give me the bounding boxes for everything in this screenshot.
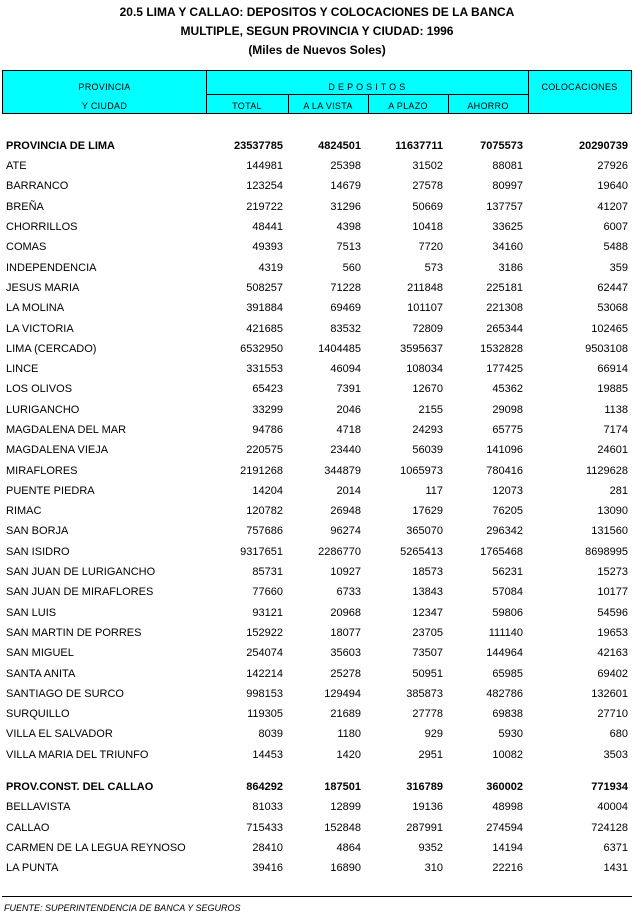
colocaciones-cell: 1138 xyxy=(604,403,628,416)
city-name: RIMAC xyxy=(6,505,42,518)
ahorro-cell: 141096 xyxy=(486,444,523,457)
total-cell: 715433 xyxy=(246,821,283,834)
ahorro-cell: 56231 xyxy=(492,566,523,579)
city-name: LA MOLINA xyxy=(6,302,65,315)
ahorro-cell: 482786 xyxy=(486,687,523,700)
city-name: VILLA MARIA DEL TRIUNFO xyxy=(6,748,149,761)
a-plazo-cell: 2951 xyxy=(418,748,443,761)
a-plazo-cell: 72809 xyxy=(412,322,443,335)
a-plazo-cell: 9352 xyxy=(418,841,443,854)
table-row xyxy=(2,542,632,562)
ahorro-cell: 7075573 xyxy=(480,140,523,152)
table-row xyxy=(2,663,632,683)
a-plazo-cell: 56039 xyxy=(412,444,443,457)
ahorro-cell: 14194 xyxy=(492,841,523,854)
table-row xyxy=(2,623,632,643)
table-title: 20.5 LIMA Y CALLAO: DEPOSITOS Y COLOCACIONES DE LA BANCA xyxy=(119,5,515,19)
colocaciones-cell: 27710 xyxy=(597,708,628,721)
table-row xyxy=(2,278,632,298)
colocaciones-cell: 8698995 xyxy=(585,545,628,558)
colocaciones-cell: 724128 xyxy=(591,821,628,834)
a-plazo-cell: 365070 xyxy=(406,525,443,538)
header-ahorro: AHORRO xyxy=(467,101,509,111)
total-cell: 28410 xyxy=(252,841,283,854)
a-plazo-cell: 3595637 xyxy=(400,342,443,355)
city-name: LA VICTORIA xyxy=(6,322,74,335)
ahorro-cell: 111140 xyxy=(488,626,523,639)
header-ciudad: Y CIUDAD xyxy=(81,101,128,111)
table-row xyxy=(2,318,632,338)
a-la-vista-cell: 25398 xyxy=(330,160,361,173)
city-name: SANTIAGO DE SURCO xyxy=(6,687,124,700)
colocaciones-cell: 771934 xyxy=(591,781,628,794)
table-row xyxy=(2,643,632,663)
ahorro-cell: 48998 xyxy=(492,801,523,814)
total-cell: 391884 xyxy=(246,302,283,315)
a-la-vista-cell: 1404485 xyxy=(318,342,361,355)
ahorro-cell: 22216 xyxy=(492,862,523,875)
a-plazo-cell: 23705 xyxy=(412,626,443,639)
colocaciones-cell: 7174 xyxy=(603,424,628,436)
total-cell: 331553 xyxy=(246,363,283,376)
a-plazo-cell: 1065973 xyxy=(400,464,443,477)
colocaciones-cell: 27926 xyxy=(597,160,628,173)
ahorro-cell: 360002 xyxy=(486,781,523,794)
city-name: MIRAFLORES xyxy=(6,464,78,477)
total-cell: 9317651 xyxy=(240,545,283,558)
a-la-vista-cell: 560 xyxy=(342,261,361,274)
total-cell: 39416 xyxy=(252,862,283,875)
ahorro-cell: 225181 xyxy=(486,281,523,294)
total-cell: 65423 xyxy=(252,383,283,396)
colocaciones-cell: 66914 xyxy=(597,363,628,376)
a-la-vista-cell: 21689 xyxy=(330,708,361,721)
table-row xyxy=(2,359,632,379)
table-row xyxy=(2,521,632,541)
ahorro-cell: 1532828 xyxy=(480,342,523,355)
total-cell: 421685 xyxy=(246,322,283,335)
total-cell: 757686 xyxy=(246,525,283,538)
city-name: COMAS xyxy=(6,241,47,254)
a-la-vista-cell: 7513 xyxy=(336,241,361,254)
a-la-vista-cell: 187501 xyxy=(324,781,361,794)
total-cell: 85731 xyxy=(252,566,283,579)
ahorro-cell: 12073 xyxy=(492,484,523,497)
table-row xyxy=(2,156,632,176)
colocaciones-cell: 359 xyxy=(609,261,628,274)
colocaciones-cell: 281 xyxy=(609,484,628,497)
ahorro-cell: 45362 xyxy=(492,383,523,396)
ahorro-cell: 69838 xyxy=(492,708,523,721)
section-total-row xyxy=(2,136,632,156)
colocaciones-cell: 1129628 xyxy=(585,464,628,477)
a-plazo-cell: 18573 xyxy=(412,566,443,579)
ahorro-cell: 34160 xyxy=(492,241,523,254)
colocaciones-cell: 9503108 xyxy=(585,342,628,355)
a-plazo-cell: 73507 xyxy=(412,647,443,660)
city-name: BARRANCO xyxy=(6,180,69,193)
total-cell: 49393 xyxy=(252,241,283,254)
data-table xyxy=(2,136,632,878)
total-cell: 81033 xyxy=(252,801,283,814)
ahorro-cell: 10082 xyxy=(492,748,523,761)
ahorro-cell: 144964 xyxy=(486,647,523,660)
table-row xyxy=(2,704,632,724)
table-row xyxy=(2,298,632,318)
a-la-vista-cell: 26948 xyxy=(330,505,361,518)
a-la-vista-cell: 18077 xyxy=(330,626,361,639)
table-row xyxy=(2,684,632,704)
footer-rule xyxy=(2,896,632,897)
a-plazo-cell: 10418 xyxy=(412,221,443,234)
table-row xyxy=(2,176,632,196)
table-row xyxy=(2,745,632,765)
a-la-vista-cell: 2286770 xyxy=(318,545,361,558)
total-cell: 8039 xyxy=(258,728,283,741)
colocaciones-cell: 42163 xyxy=(597,647,628,660)
a-la-vista-cell: 23440 xyxy=(330,444,361,457)
a-la-vista-cell: 31296 xyxy=(330,200,361,213)
total-cell: 219722 xyxy=(246,200,283,213)
total-cell: 508257 xyxy=(246,281,283,294)
total-cell: 998153 xyxy=(246,687,283,700)
city-name: INDEPENDENCIA xyxy=(6,261,97,274)
a-plazo-cell: 310 xyxy=(424,862,443,875)
a-la-vista-cell: 4824501 xyxy=(318,140,361,152)
ahorro-cell: 88081 xyxy=(492,160,523,173)
header-total: TOTAL xyxy=(232,101,262,111)
colocaciones-cell: 69402 xyxy=(597,667,628,680)
a-plazo-cell: 287991 xyxy=(406,821,443,834)
total-cell: 254074 xyxy=(246,647,283,660)
a-la-vista-cell: 25278 xyxy=(330,667,361,680)
city-name: LURIGANCHO xyxy=(6,403,80,416)
a-la-vista-cell: 35603 xyxy=(330,647,361,660)
a-plazo-cell: 7720 xyxy=(418,241,443,254)
total-cell: 152922 xyxy=(246,626,283,639)
a-plazo-cell: 316789 xyxy=(406,781,443,794)
table-row xyxy=(2,838,632,858)
total-cell: 864292 xyxy=(246,781,283,794)
colocaciones-cell: 40004 xyxy=(597,801,628,814)
ahorro-cell: 33625 xyxy=(492,221,523,234)
table-units: (Miles de Nuevos Soles) xyxy=(248,43,386,57)
a-la-vista-cell: 20968 xyxy=(330,606,361,619)
table-subtitle: MULTIPLE, SEGUN PROVINCIA Y CIUDAD: 1996 xyxy=(180,24,454,38)
a-la-vista-cell: 1180 xyxy=(337,728,361,741)
a-plazo-cell: 117 xyxy=(425,484,443,497)
a-plazo-cell: 101107 xyxy=(407,302,443,315)
a-plazo-cell: 5265413 xyxy=(400,545,443,558)
section-name: PROVINCIA DE LIMA xyxy=(6,140,115,152)
colocaciones-cell: 19885 xyxy=(597,383,628,396)
a-la-vista-cell: 7391 xyxy=(336,383,361,396)
colocaciones-cell: 132601 xyxy=(591,687,628,700)
colocaciones-cell: 13090 xyxy=(597,505,628,518)
a-la-vista-cell: 2014 xyxy=(336,484,361,497)
colocaciones-cell: 6371 xyxy=(603,841,628,854)
a-plazo-cell: 12347 xyxy=(412,606,443,619)
colocaciones-cell: 20290739 xyxy=(579,140,628,152)
table-row xyxy=(2,562,632,582)
a-la-vista-cell: 69469 xyxy=(330,302,361,315)
table-row xyxy=(2,582,632,602)
total-cell: 14453 xyxy=(252,748,283,761)
city-name: PUENTE PIEDRA xyxy=(6,484,95,497)
total-cell: 220575 xyxy=(246,444,283,457)
a-plazo-cell: 13843 xyxy=(412,586,443,599)
table-row xyxy=(2,257,632,277)
colocaciones-cell: 6007 xyxy=(603,221,628,234)
city-name: SAN MARTIN DE PORRES xyxy=(6,626,142,639)
city-name: CALLAO xyxy=(6,821,50,834)
a-plazo-cell: 11637711 xyxy=(395,140,443,152)
colocaciones-cell: 41207 xyxy=(597,200,628,213)
ahorro-cell: 57084 xyxy=(492,586,523,599)
a-la-vista-cell: 71228 xyxy=(330,281,361,294)
total-cell: 120782 xyxy=(246,505,283,518)
total-cell: 4319 xyxy=(258,261,283,274)
total-cell: 123254 xyxy=(246,180,283,193)
ahorro-cell: 296342 xyxy=(486,525,523,538)
a-plazo-cell: 24293 xyxy=(412,424,443,436)
city-name: SAN LUIS xyxy=(6,606,57,619)
ahorro-cell: 137757 xyxy=(486,200,523,213)
a-plazo-cell: 12670 xyxy=(412,383,443,396)
city-name: VILLA EL SALVADOR xyxy=(6,728,113,741)
header-a-la-vista: A LA VISTA xyxy=(303,101,353,111)
city-name: MAGDALENA VIEJA xyxy=(6,444,109,457)
a-la-vista-cell: 1420 xyxy=(336,748,361,761)
colocaciones-cell: 131560 xyxy=(591,525,628,538)
a-plazo-cell: 31502 xyxy=(412,160,443,173)
city-name: MAGDALENA DEL MAR xyxy=(6,424,127,436)
ahorro-cell: 177425 xyxy=(486,363,523,376)
a-la-vista-cell: 152848 xyxy=(324,821,361,834)
total-cell: 94786 xyxy=(252,424,283,436)
city-name: SURQUILLO xyxy=(6,708,70,721)
a-plazo-cell: 50669 xyxy=(412,200,443,213)
table-row xyxy=(2,818,632,838)
city-name: LOS OLIVOS xyxy=(6,383,73,396)
colocaciones-cell: 5488 xyxy=(603,241,628,254)
total-cell: 93121 xyxy=(252,606,283,619)
ahorro-cell: 274594 xyxy=(486,821,523,834)
a-la-vista-cell: 6733 xyxy=(336,586,361,599)
total-cell: 33299 xyxy=(252,403,283,416)
header-colocaciones: COLOCACIONES xyxy=(541,82,618,92)
city-name: SAN ISIDRO xyxy=(6,545,70,558)
colocaciones-cell: 3503 xyxy=(603,748,628,761)
colocaciones-cell: 1431 xyxy=(603,862,628,875)
colocaciones-cell: 102465 xyxy=(591,322,628,335)
a-la-vista-cell: 10927 xyxy=(330,566,361,579)
a-la-vista-cell: 129494 xyxy=(324,687,361,700)
city-name: LA PUNTA xyxy=(6,862,59,875)
city-name: LIMA (CERCADO) xyxy=(6,342,97,355)
ahorro-cell: 5930 xyxy=(498,728,523,741)
table-row xyxy=(2,197,632,217)
table-row xyxy=(2,858,632,878)
colocaciones-cell: 53068 xyxy=(597,302,628,315)
a-la-vista-cell: 4398 xyxy=(336,221,361,234)
a-plazo-cell: 211848 xyxy=(407,281,443,294)
a-la-vista-cell: 46094 xyxy=(330,363,361,376)
a-plazo-cell: 929 xyxy=(424,728,443,741)
table-row xyxy=(2,603,632,623)
city-name: CHORRILLOS xyxy=(6,221,78,234)
ahorro-cell: 3186 xyxy=(498,261,523,274)
table-row xyxy=(2,339,632,359)
a-la-vista-cell: 2046 xyxy=(336,403,361,416)
table-row xyxy=(2,460,632,480)
colocaciones-cell: 19640 xyxy=(597,180,628,193)
a-plazo-cell: 108034 xyxy=(406,363,443,376)
ahorro-cell: 29098 xyxy=(492,403,523,416)
colocaciones-cell: 19653 xyxy=(597,626,628,639)
header-a-plazo: A PLAZO xyxy=(388,101,428,111)
colocaciones-cell: 10177 xyxy=(597,586,628,599)
city-name: SAN BORJA xyxy=(6,525,69,538)
city-name: BREÑA xyxy=(6,200,44,213)
ahorro-cell: 76205 xyxy=(492,505,523,518)
total-cell: 23537785 xyxy=(234,140,283,152)
a-la-vista-cell: 344879 xyxy=(324,464,361,477)
total-cell: 77660 xyxy=(252,586,283,599)
total-cell: 144981 xyxy=(246,160,283,173)
table-row xyxy=(2,379,632,399)
a-la-vista-cell: 16890 xyxy=(330,862,361,875)
table-row xyxy=(2,724,632,744)
city-name: CARMEN DE LA LEGUA REYNOSO xyxy=(6,841,186,854)
ahorro-cell: 80997 xyxy=(492,180,523,193)
header-provincia: PROVINCIA xyxy=(78,82,131,92)
ahorro-cell: 780416 xyxy=(486,464,523,477)
ahorro-cell: 59806 xyxy=(492,606,523,619)
a-plazo-cell: 27578 xyxy=(412,180,443,193)
table-row xyxy=(2,217,632,237)
a-plazo-cell: 27778 xyxy=(412,708,443,721)
header-depositos: D E P O S I T O S xyxy=(328,82,406,92)
colocaciones-cell: 24601 xyxy=(597,444,628,457)
a-la-vista-cell: 12899 xyxy=(330,801,361,814)
source-note: FUENTE: SUPERINTENDENCIA DE BANCA Y SEGUROS xyxy=(4,903,241,913)
city-name: SAN MIGUEL xyxy=(6,647,74,660)
a-plazo-cell: 50951 xyxy=(412,667,443,680)
table-row xyxy=(2,400,632,420)
table-row xyxy=(2,420,632,440)
total-cell: 14204 xyxy=(252,484,283,497)
city-name: SAN JUAN DE MIRAFLORES xyxy=(6,586,154,599)
a-la-vista-cell: 96274 xyxy=(330,525,361,538)
total-cell: 119305 xyxy=(247,708,283,721)
total-cell: 142214 xyxy=(246,667,283,680)
table-row xyxy=(2,237,632,257)
colocaciones-cell: 15273 xyxy=(597,566,628,579)
a-plazo-cell: 17629 xyxy=(412,505,443,518)
table-row xyxy=(2,501,632,521)
ahorro-cell: 65775 xyxy=(492,424,523,436)
colocaciones-cell: 680 xyxy=(609,728,628,741)
city-name: SAN JUAN DE LURIGANCHO xyxy=(6,566,156,579)
a-plazo-cell: 573 xyxy=(424,261,443,274)
table-row xyxy=(2,440,632,460)
a-plazo-cell: 19136 xyxy=(412,801,443,814)
section-name: PROV.CONST. DEL CALLAO xyxy=(6,781,154,794)
colocaciones-cell: 62447 xyxy=(597,281,628,294)
city-name: LINCE xyxy=(6,363,39,376)
a-la-vista-cell: 4864 xyxy=(336,841,361,854)
colocaciones-cell: 54596 xyxy=(597,606,628,619)
total-cell: 48441 xyxy=(252,221,283,234)
a-la-vista-cell: 4718 xyxy=(336,424,361,436)
ahorro-cell: 1765468 xyxy=(480,545,523,558)
table-row xyxy=(2,797,632,817)
section-total-row xyxy=(2,777,632,797)
a-la-vista-cell: 83532 xyxy=(330,322,361,335)
ahorro-cell: 65985 xyxy=(492,667,523,680)
city-name: JESUS MARIA xyxy=(6,281,80,294)
city-name: ATE xyxy=(6,160,27,173)
a-plazo-cell: 2155 xyxy=(418,403,443,416)
city-name: BELLAVISTA xyxy=(6,801,71,814)
a-plazo-cell: 385873 xyxy=(406,687,443,700)
a-la-vista-cell: 14679 xyxy=(330,180,361,193)
city-name: SANTA ANITA xyxy=(6,667,76,680)
table-row xyxy=(2,481,632,501)
total-cell: 6532950 xyxy=(240,342,283,355)
ahorro-cell: 265344 xyxy=(486,322,523,335)
table-header xyxy=(2,70,632,114)
ahorro-cell: 221308 xyxy=(486,302,523,315)
total-cell: 2191268 xyxy=(240,464,283,477)
